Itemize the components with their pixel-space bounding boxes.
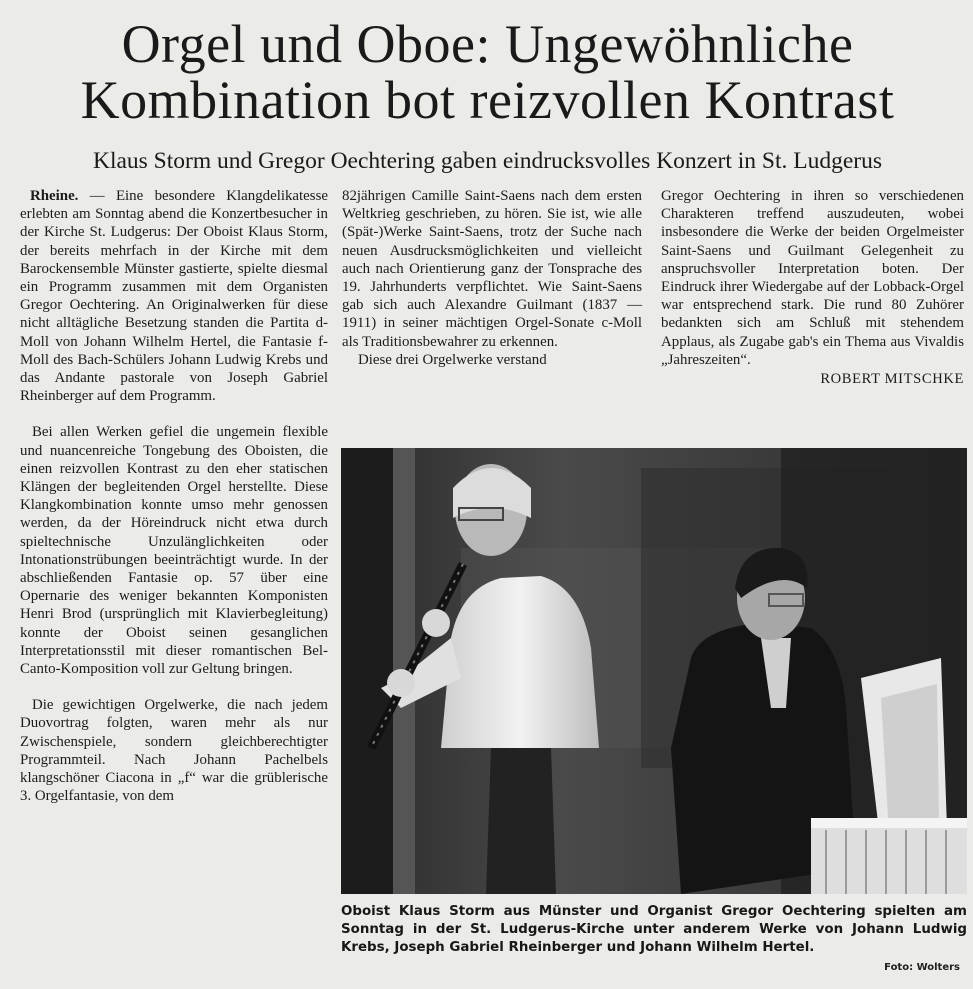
headline — [10, 16, 965, 128]
article-paragraph: Bei allen Werken gefiel die ungemein flexible und nuancenreiche Tongebung des Oboisten, die einen reizvollen Kontrast zu den eher statischen Klängen der begleitenden Orgel herstellte. Diese Klangkombination konnte umso mehr genossen werden, da der Höreindruck nicht etwa durch spieltechnische Unzulänglichkeiten oder Intonationstrübungen beeinträchtigt wurde. In der abschließenden Fantasie op. 57 über eine Opernarie des weniger bekannten Komponisten Henri Brod (ursprünglich mit Klavierbegleitung) konnte der Oboist seinen gesanglichen Interpretationsstil mit dieser romantischen Bel-Canto-Komposition voll zur Geltung bringen. — [20, 424, 328, 678]
headline-line-1: Orgel und Oboe: Ungewöhnliche — [121, 14, 854, 74]
article-paragraph: Die gewichtigen Orgelwerke, die nach jedem Duovortrag folgten, waren mehr als nur Zwischenspiele, sondern gleichberechtigter Programmteil. Nach Johann Pachelbels klangschöner Ciacona in „f“ war die grüblerische 3. Orgelfantasie, von dem — [20, 697, 328, 805]
article-column-3 — [661, 187, 964, 388]
byline: ROBERT MITSCHKE — [820, 371, 964, 388]
article-paragraph: Gregor Oechtering in ihren so verschiedenen Charakteren treffend auszudeuten, wobei insbesondere die Werke der beiden Orgelmeister Saint-Saens und Guilmant Gelegenheit zu anspruchsvoller Interpretation boten. Der Eindruck ihrer Wiedergabe auf der Lobback-Orgel war entsprechend stark. Die rund 80 Zuhörer bedankten sich am Schluß mit stehendem Applaus, als Zugabe gab's ein Thema aus Vivaldis „Jahreszeiten“. — [661, 188, 964, 368]
photo-caption: Oboist Klaus Storm aus Münster und Organist Gregor Oechtering spielten am Sonntag in der St. Ludgerus-Kirche unter anderem Werke von Johann Ludwig Krebs, Joseph Gabriel Rheinberger und Johann Wilhelm Hertel. — [341, 904, 967, 955]
paragraph-text: — Eine besondere Klangdelikatesse erlebten am Sonntag abend die Konzertbesucher in der Kirche St. Ludgerus: Der Oboist Klaus Storm, der bereits mehrfach in der Kirche mit dem Barockensemble Münster gastierte, spielte diesmal ein Programm zusammen mit dem Organisten Gregor Oechtering. An Originalwerken für diese nicht alltägliche Besetzung standen die Partita d-Moll von Johann Wilhelm Hertel, die Fantasie f-Moll des Bach-Schülers Johann Ludwig Krebs und das Andante pastorale von Joseph Gabriel Rheinberger auf dem Programm. — [20, 188, 328, 405]
article-column-1 — [20, 187, 328, 806]
headline-line-2: Kombination bot reizvollen Kontrast — [80, 70, 895, 130]
subheadline: Klaus Storm und Gregor Oechtering gaben eindrucksvolles Konzert in St. Ludgerus — [92, 148, 883, 174]
article-paragraph: 82jährigen Camille Saint-Saens nach dem ersten Weltkrieg geschrieben, zu hören. Sie ist, wie alle (Spät-)Werke Saint-Saens, trotz der Suche nach neuen Ausdrucksmöglichkeiten und vielleicht auch nach Orientierung ganz der Tonsprache des 19. Jahrhunderts verpflichtet. Wie Saint-Saens gab sich auch Alexandre Guilmant (1837 — 1911) in seiner mächtigen Orgel-Sonate c-Moll als Traditionsbewahrer zu erkennen. — [342, 188, 642, 350]
article-paragraph — [20, 187, 328, 405]
photo-credit: Foto: Wolters — [884, 962, 960, 973]
dateline: Rheine. — [30, 188, 79, 204]
concert-photo — [341, 448, 967, 894]
article-column-2 — [342, 187, 642, 369]
article-paragraph: Diese drei Orgelwerke verstand — [358, 351, 547, 368]
